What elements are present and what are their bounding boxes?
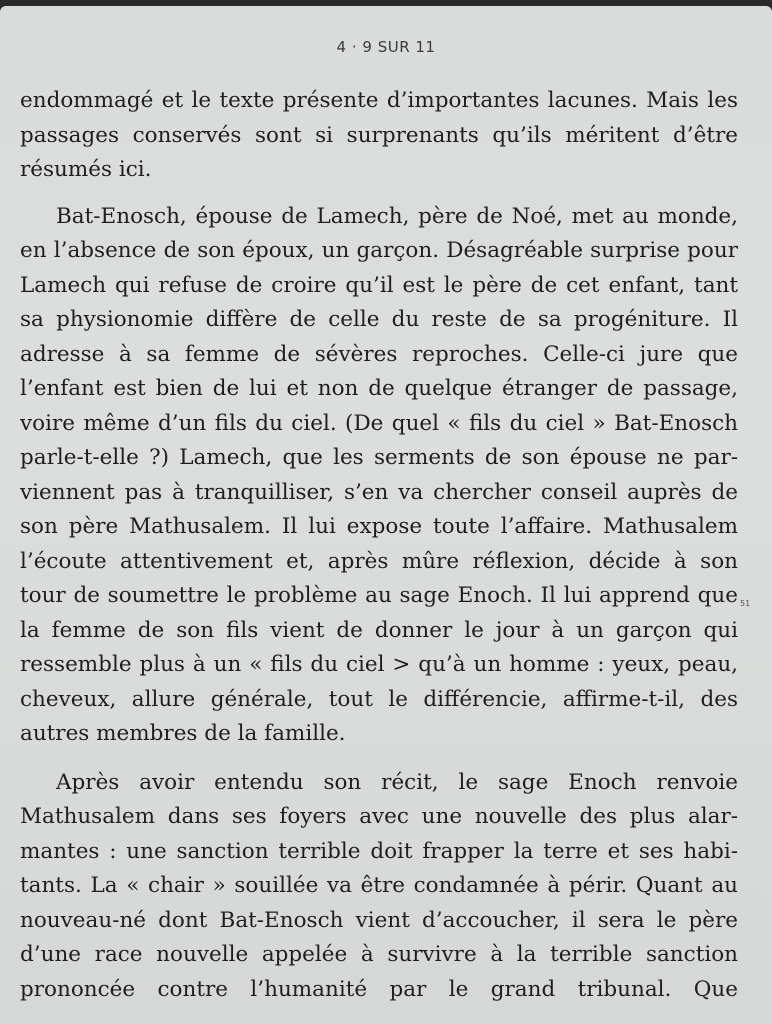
page-indicator: 4 · 9 SUR 11: [336, 38, 436, 56]
text-line: résumés ici.: [20, 157, 152, 182]
text-line: Après avoir entendu son récit, le sage Enoch renvoie: [56, 769, 738, 795]
text-line: prononcée contre l’humanité par le grand tribunal. Que: [20, 976, 738, 1002]
text-line: endommagé et le texte présente d’importantes lacunes. Mais les: [20, 88, 738, 113]
text-line: tants. La « chair » souillée va être condamnée à périr. Quant au: [20, 873, 738, 898]
text-line: l’enfant est bien de lui et non de quelque étranger de passage,: [20, 376, 738, 401]
text-line: sa physionomie diffère de celle du reste de sa progéniture. Il: [20, 307, 738, 332]
text-line: autres membres de la famille.: [20, 721, 346, 746]
text-line: la femme de son fils vient de donner le jour à un garçon qui: [20, 617, 738, 643]
text-line: parle-t-elle ?) Lamech, que les serments de son épouse ne par-: [20, 445, 738, 470]
text-line: mantes : une sanction terrible doit frapper la terre et ses habi-: [20, 838, 738, 864]
text-line: son père Mathusalem. Il lui expose toute l’affaire. Mathusalem: [20, 514, 738, 539]
paragraph-2: [20, 200, 738, 752]
text-line: viennent pas à tranquilliser, s’en va chercher conseil auprès de: [20, 479, 738, 505]
text-line: passages conservés sont si surprenants qu’ils méritent d’être: [20, 122, 738, 148]
book-text: [20, 84, 738, 1019]
paragraph-1: [20, 84, 738, 188]
text-line: voire même d’un fils du ciel. (De quel « fils du ciel » Bat-Enosch: [20, 410, 738, 436]
text-line: nouveau-né dont Bat-Enosch vient d’accoucher, il sera le père: [20, 907, 738, 933]
text-line: en l’absence de son époux, un garçon. Désagréable surprise pour: [20, 238, 738, 263]
text-line: Bat-Enosch, épouse de Lamech, père de Noé, met au monde,: [56, 203, 738, 229]
text-line: adresse à sa femme de sévères reproches. Celle-ci jure que: [20, 341, 738, 367]
text-line: Mathusalem dans ses foyers avec une nouvelle des plus alar-: [20, 804, 738, 829]
ereader-screen: [0, 6, 772, 1024]
text-line: l’écoute attentivement et, après mûre réflexion, décide à son: [20, 548, 738, 574]
text-line: Lamech qui refuse de croire qu’il est le père de cet enfant, tant: [20, 272, 738, 298]
text-line: tour de soumettre le problème au sage Enoch. Il lui apprend que: [20, 583, 738, 608]
page-number-marker: 51: [740, 599, 751, 608]
text-line: cheveux, allure générale, tout le différencie, affirme-t-il, des: [20, 686, 738, 712]
paragraph-3: [20, 766, 738, 1008]
text-line: ressemble plus à un « fils du ciel > qu’à un homme : yeux, peau,: [20, 652, 738, 677]
text-line: d’une race nouvelle appelée à survivre à la terrible sanction: [20, 942, 738, 967]
